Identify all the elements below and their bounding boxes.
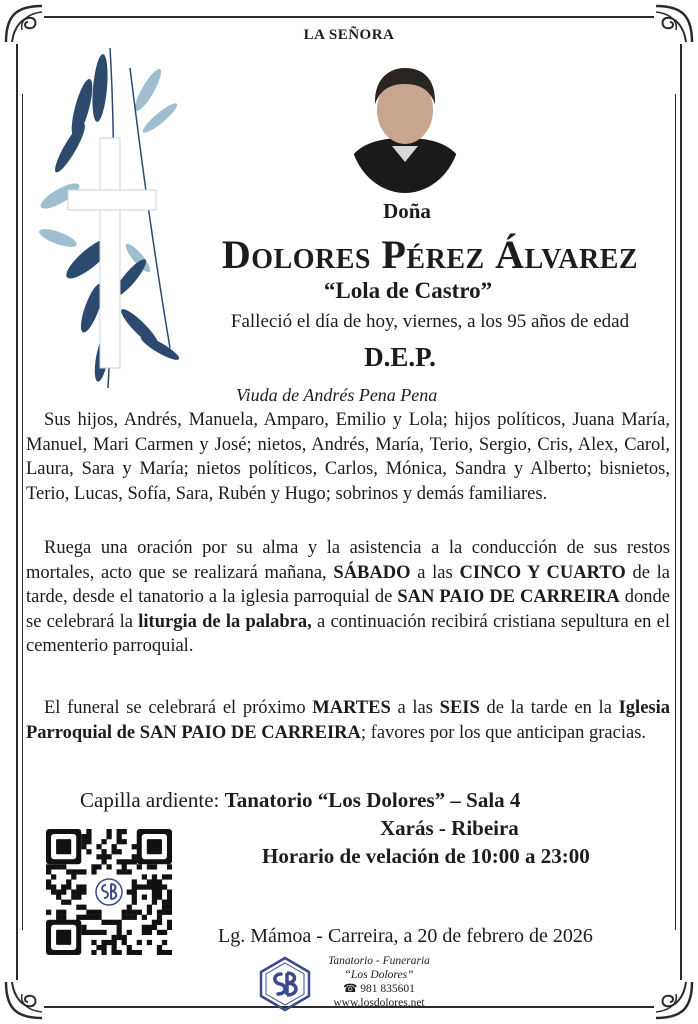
phone-number[interactable]: 981 835601 bbox=[360, 983, 415, 995]
chapel-location: Xarás - Ribeira bbox=[380, 816, 519, 840]
cross-with-leaves-icon bbox=[30, 28, 190, 398]
corner-ornament-bottom-left-icon bbox=[2, 978, 46, 1022]
prayer-paragraph: Ruega una oración por su alma y la asistencia a la conducción de sus restos mortales, acto que se realizará mañana, SÁBADO a las CINCO Y CUARTO de la tarde, desde el tanatorio a la iglesia parroquial de SAN PAIO DE CARREIRA donde se celebrará la liturgia de la palabra, a continuación recibirá cristiana sepultura en el cementerio parroquial. bbox=[26, 538, 671, 656]
qr-code-icon[interactable] bbox=[46, 829, 172, 955]
portrait-photo bbox=[348, 62, 462, 194]
chapel-label: Capilla ardiente: bbox=[80, 788, 225, 812]
widow-of: Viuda de Andrés Pena Pena bbox=[236, 385, 438, 405]
funeral-home-logo-icon bbox=[257, 956, 313, 1012]
company-line1: Tanatorio - Funeraria bbox=[328, 955, 430, 967]
funeral-paragraph: El funeral se celebrará el próximo MARTES a las SEIS de la tarde en la Iglesia Parroquial de SAN PAIO DE CARREIRA; favores por los que anticipan gracias. bbox=[26, 698, 670, 743]
death-notice: Falleció el día de hoy, viernes, a los 95 años de edad bbox=[230, 311, 630, 332]
chapel-line bbox=[80, 788, 520, 813]
header-title: LA SEÑORA bbox=[303, 27, 395, 43]
chapel-hours: Horario de velación de 10:00 a 23:00 bbox=[262, 844, 590, 868]
phone-line bbox=[314, 982, 444, 996]
honorific: Doña bbox=[383, 199, 431, 223]
corner-ornament-bottom-right-icon bbox=[652, 978, 696, 1022]
website-link[interactable]: www.losdolores.net bbox=[333, 997, 425, 1009]
nickname: “Lola de Castro” bbox=[323, 278, 493, 303]
family-paragraph: Sus hijos, Andrés, Manuela, Amparo, Emilio y Lola; hijos políticos, Juana María, Manuel, Mari Carmen y José; nietos, Andrés, María, Terio, Sergio, Cris, Alex, Carol, Laura, Sara y María; nietos políticos, Carlos, Mónica, Sandra y Alberto; bisnietos, Terio, Lucas, Sofía, Sara, Rubén y Hugo; sobrinos y demás familiares. bbox=[26, 410, 670, 504]
chapel-venue: Tanatorio “Los Dolores” – Sala 4 bbox=[224, 788, 521, 812]
dep-text: D.E.P. bbox=[364, 342, 436, 372]
deceased-name: Dolores Pérez Álvarez bbox=[221, 232, 639, 277]
place-date: Lg. Mámoa - Carreira, a 20 de febrero de 2026 bbox=[218, 925, 593, 947]
funeral-home-info bbox=[314, 954, 444, 1010]
phone-icon: ☎ bbox=[343, 983, 361, 995]
company-line2: “Los Dolores” bbox=[344, 969, 414, 981]
